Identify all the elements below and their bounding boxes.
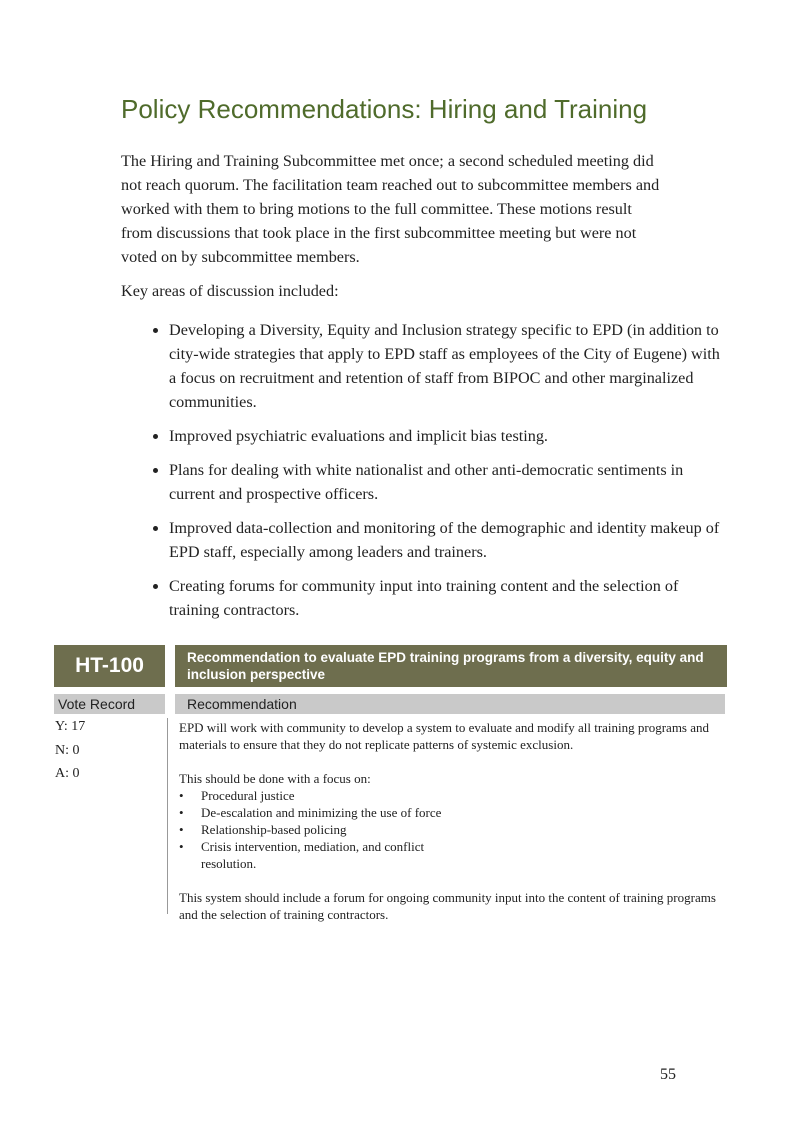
recommendation-paragraph: EPD will work with community to develop a system to evaluate and modify all training programs and materials to ensure that they do not replicate patterns of systemic exclusion. (179, 720, 710, 752)
list-item: • Relationship-based policing (201, 821, 724, 838)
list-item: • Plans for dealing with white nationalist and other anti-democratic sentiments in current and prospective officers. (169, 458, 729, 506)
recommendation-title: Recommendation to evaluate EPD training programs from a diversity, equity and inclusion perspective (175, 645, 727, 687)
list-item: • De-escalation and minimizing the use of force (201, 804, 724, 821)
recommendation-code: HT-100 (54, 645, 165, 687)
column-divider (167, 718, 168, 914)
list-item: • Creating forums for community input into training content and the selection of training contractors. (169, 574, 729, 622)
page-number: 55 (660, 1066, 676, 1083)
vote-no: N: 0 (55, 743, 80, 758)
discussion-list (121, 318, 729, 632)
focus-intro: This should be done with a focus on: (179, 771, 371, 786)
intro-paragraph: The Hiring and Training Subcommittee met once; a second scheduled meeting did not reach quorum. The facilitation team reached out to subcommittee members and worked with them to bring motions to the full committee. These motions result from discussions that took place in the first subcommittee meeting but were not voted on by subcommittee members. (121, 152, 660, 266)
key-areas-label: Key areas of discussion included: (121, 282, 339, 300)
list-item: • Procedural justice (201, 787, 724, 804)
vote-record-header: Vote Record (54, 694, 165, 714)
page-title: Policy Recommendations: Hiring and Training (121, 94, 648, 124)
list-item: • Developing a Diversity, Equity and Inclusion strategy specific to EPD (in addition to city-wide strategies that apply to EPD staff as employees of the City of Eugene) with a focus on recruitment and retention of staff from BIPOC and other marginalized communities. (169, 318, 729, 414)
vote-yes: Y: 17 (55, 719, 86, 734)
vote-abstain: A: 0 (55, 766, 80, 781)
recommendation-paragraph: This system should include a forum for ongoing community input into the content of training programs and the selection of training contractors. (179, 890, 716, 922)
list-item: • Improved psychiatric evaluations and implicit bias testing. (169, 424, 729, 448)
focus-list (179, 787, 724, 872)
recommendation-body (179, 719, 724, 940)
list-item: • Improved data-collection and monitoring of the demographic and identity makeup of EPD staff, especially among leaders and trainers. (169, 516, 729, 564)
recommendation-header: Recommendation (175, 694, 725, 714)
list-item: • Crisis intervention, mediation, and conflict resolution. (201, 838, 461, 872)
